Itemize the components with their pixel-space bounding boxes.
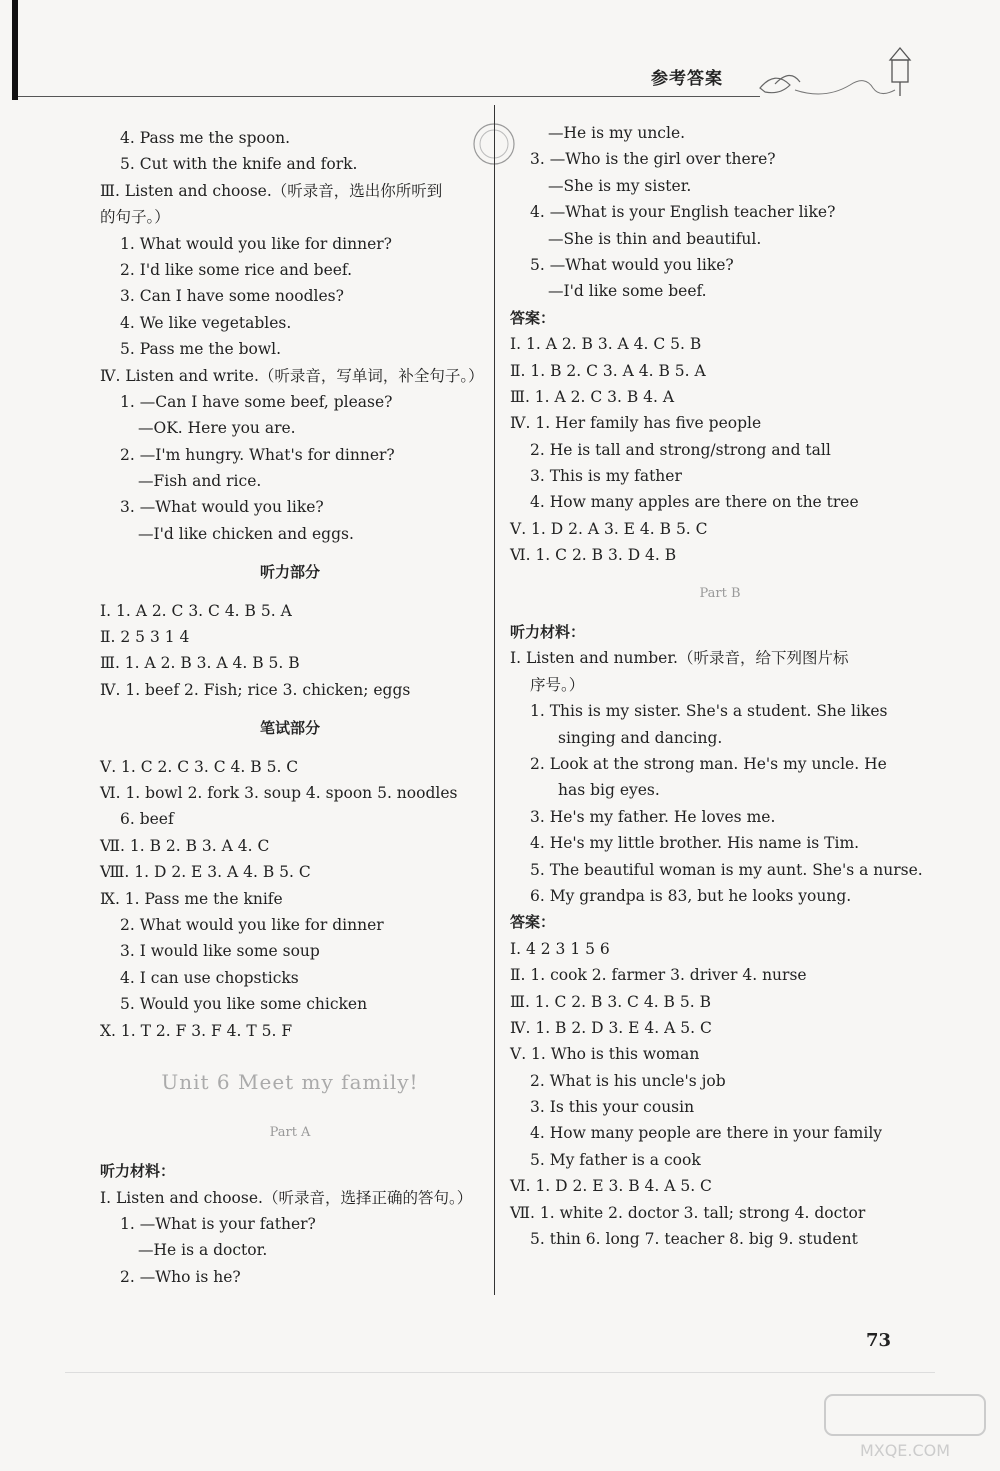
text-line: 6. My grandpa is 83, but he looks young.	[530, 886, 852, 905]
text-line: 3. I would like some soup	[120, 942, 320, 961]
text-line: Ⅴ. 1. Who is this woman	[510, 1045, 700, 1064]
text-line: —He is my uncle.	[548, 124, 686, 142]
text-line: —Fish and rice.	[138, 472, 262, 491]
page-header-title: 参考答案	[651, 69, 723, 89]
text-line: 的句子。）	[100, 208, 170, 227]
spacer	[100, 586, 480, 598]
text-line: Ⅲ. Listen and choose.（听录音，选出你所听到	[100, 181, 443, 200]
text-line: 5. Would you like some chicken	[120, 995, 368, 1014]
section-heading: Part B	[699, 585, 741, 601]
text-line: 2. I'd like some rice and beef.	[120, 260, 353, 279]
section-heading: 笔试部分	[259, 719, 320, 738]
text-line: 2. —I'm hungry. What's for dinner?	[120, 445, 395, 464]
text-line: 序号。）	[530, 675, 585, 694]
text-line: 5. Cut with the knife and fork.	[120, 155, 358, 174]
text-line: Ⅶ. 1. white 2. doctor 3. tall; strong 4. doctor	[510, 1203, 866, 1222]
text-line: Ⅰ. Listen and number.（听录音，给下列图片标	[510, 649, 849, 668]
text-line: 5. Pass me the bowl.	[120, 340, 282, 359]
text-line: 4. We like vegetables.	[120, 313, 292, 332]
spacer	[510, 607, 930, 619]
text-line: Ⅷ. 1. D 2. E 3. A 4. B 5. C	[100, 863, 311, 882]
text-line: Ⅲ. 1. A 2. B 3. A 4. B 5. B	[100, 654, 300, 673]
text-line: 4. I can use chopsticks	[120, 968, 299, 987]
text-line: 1. —What is your father?	[120, 1215, 316, 1234]
text-line: 4. How many people are there in your family	[530, 1124, 883, 1143]
text-line: Ⅰ. 1. A 2. C 3. C 4. B 5. A	[100, 601, 292, 620]
page-number: 73	[866, 1330, 892, 1351]
text-line: Ⅱ. 1. B 2. C 3. A 4. B 5. A	[510, 361, 706, 380]
text-line: —I'd like chicken and eggs.	[138, 524, 354, 543]
text-line: Ⅲ. 1. C 2. B 3. C 4. B 5. B	[510, 992, 711, 1011]
text-line: 4. How many apples are there on the tree	[530, 493, 859, 512]
text-line: Ⅶ. 1. B 2. B 3. A 4. C	[100, 836, 270, 855]
text-line: Ⅰ. Listen and choose.（听录音，选择正确的答句。）	[100, 1188, 473, 1207]
text-line: Ⅵ. 1. D 2. E 3. B 4. A 5. C	[510, 1177, 712, 1196]
text-line: Ⅴ. 1. C 2. C 3. C 4. B 5. C	[100, 757, 299, 776]
spacer	[100, 1044, 480, 1062]
text-line: —He is a doctor.	[138, 1241, 268, 1260]
text-line: Ⅲ. 1. A 2. C 3. B 4. A	[510, 387, 675, 406]
section-heading: Part A	[269, 1124, 311, 1140]
spacer	[100, 547, 480, 559]
text-line: 2. He is tall and strong/strong and tall	[530, 440, 831, 459]
text-line: 听力材料：	[510, 623, 586, 642]
text-line: Ⅳ. 1. beef 2. Fish; rice 3. chicken; eggs	[100, 680, 411, 699]
text-line: 5. —What would you like?	[530, 255, 734, 274]
binding-edge	[12, 0, 18, 100]
text-line: 2. —Who is he?	[120, 1267, 241, 1286]
text-line: Ⅹ. 1. T 2. F 3. F 4. T 5. F	[100, 1021, 293, 1040]
text-line: —I'd like some beef.	[548, 282, 707, 301]
spacer	[100, 1102, 480, 1120]
column-divider	[494, 105, 495, 1295]
text-line: 3. Can I have some noodles?	[120, 287, 344, 306]
spacer	[510, 569, 930, 581]
text-line: —She is my sister.	[548, 176, 692, 195]
header-rule	[18, 96, 760, 97]
text-line: Ⅸ. 1. Pass me the knife	[100, 889, 283, 908]
section-heading: Unit 6 Meet my family!	[161, 1069, 419, 1094]
text-line: 2. What would you like for dinner	[120, 915, 384, 934]
text-line: 2. What is his uncle's job	[530, 1071, 726, 1090]
text-line: 1. This is my sister. She's a student. She likes	[530, 702, 888, 721]
text-line: 4. He's my little brother. His name is Tim.	[530, 834, 860, 853]
butterfly-lamp-decoration-icon	[755, 40, 925, 110]
spacer	[100, 1146, 480, 1158]
text-line: 听力材料：	[100, 1162, 176, 1181]
text-line: 1. What would you like for dinner?	[120, 234, 392, 253]
left-column	[100, 125, 484, 1290]
section-heading: 听力部分	[259, 563, 320, 582]
spacer	[100, 742, 480, 754]
text-line: Ⅰ. 4 2 3 1 5 6	[510, 939, 610, 958]
text-line: 答案：	[510, 308, 556, 327]
text-line: —OK. Here you are.	[138, 419, 296, 438]
text-line: 答案：	[510, 913, 556, 932]
right-column	[510, 120, 930, 1252]
text-line: Ⅵ. 1. C 2. B 3. D 4. B	[510, 546, 677, 565]
text-line: 4. Pass me the spoon.	[120, 129, 291, 147]
text-line: 3. —What would you like?	[120, 498, 324, 517]
text-line: Ⅰ. 1. A 2. B 3. A 4. C 5. B	[510, 335, 702, 354]
text-line: —She is thin and beautiful.	[548, 229, 762, 248]
text-line: Ⅴ. 1. D 2. A 3. E 4. B 5. C	[510, 519, 708, 538]
text-line: 3. This is my father	[530, 467, 682, 486]
text-line: Ⅱ. 1. cook 2. farmer 3. driver 4. nurse	[510, 966, 807, 985]
footer-rule	[65, 1372, 935, 1373]
watermark-text: MXQE.COM	[859, 1441, 951, 1460]
text-line: Ⅵ. 1. bowl 2. fork 3. soup 4. spoon 5. noodles	[100, 783, 458, 802]
text-line: 5. The beautiful woman is my aunt. She's a nurse.	[530, 860, 923, 879]
text-line: Ⅳ. 1. Her family has five people	[510, 414, 762, 433]
text-line: 3. Is this your cousin	[530, 1098, 695, 1117]
text-line: 6. beef	[120, 810, 174, 829]
text-line: has big eyes.	[558, 781, 660, 800]
text-line: 3. —Who is the girl over there?	[530, 150, 776, 169]
text-line: Ⅳ. Listen and write.（听录音，写单词，补全句子。）	[100, 366, 484, 385]
text-line: 1. —Can I have some beef, please?	[120, 392, 393, 411]
text-line: 3. He's my father. He loves me.	[530, 807, 776, 826]
watermark-logo	[820, 1390, 990, 1462]
spacer	[100, 703, 480, 715]
text-line: 5. thin 6. long 7. teacher 8. big 9. student	[530, 1230, 858, 1249]
text-line: Ⅱ. 2 5 3 1 4	[100, 628, 190, 647]
text-line: 4. —What is your English teacher like?	[530, 203, 836, 222]
text-line: Ⅳ. 1. B 2. D 3. E 4. A 5. C	[510, 1018, 712, 1037]
text-line: 5. My father is a cook	[530, 1150, 701, 1169]
text-line: 2. Look at the strong man. He's my uncle. He	[530, 754, 887, 773]
text-line: singing and dancing.	[558, 728, 723, 747]
